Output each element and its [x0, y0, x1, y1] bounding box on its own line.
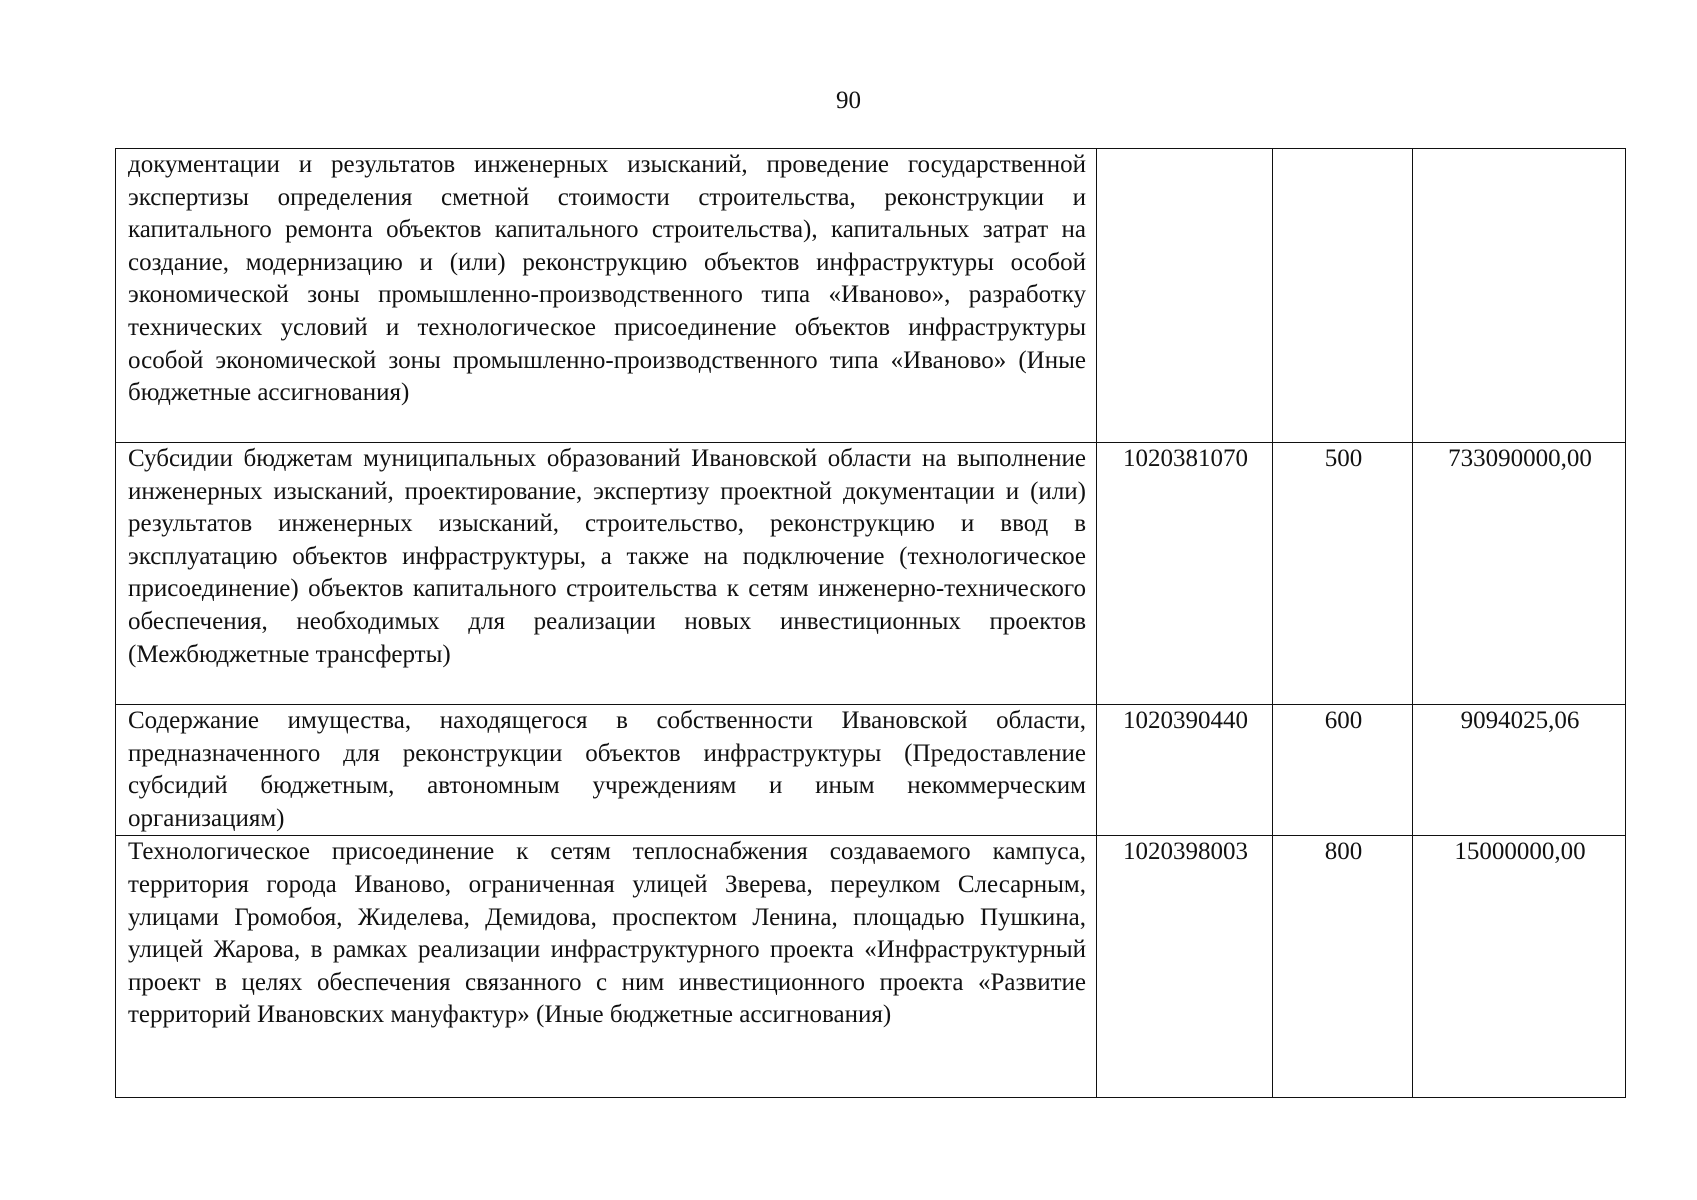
- row-amount: [1413, 149, 1626, 443]
- table-row: [116, 705, 1626, 836]
- row-expense-type: 500: [1273, 443, 1413, 705]
- row-target-code: 1020390440: [1097, 705, 1273, 836]
- table-row: [116, 836, 1626, 1098]
- row-target-code: 1020398003: [1097, 836, 1273, 1098]
- row-description: Субсидии бюджетам муниципальных образований Ивановской области на выполнение инженерных изысканий, проектирование, экспертизу проектной документации и (или) результатов инженерных изысканий, строительство, реконструкцию и ввод в эксплуатацию объектов инфраструктуры, а также на подключение (технологическое присоединение) объектов капитального строительства к сетям инженерно-технического обеспечения, необходимых для реализации новых инвестиционных проектов (Межбюджетные трансферты): [116, 443, 1097, 705]
- row-amount: 9094025,06: [1413, 705, 1626, 836]
- table-row: [116, 149, 1626, 443]
- row-expense-type: 600: [1273, 705, 1413, 836]
- row-target-code: [1097, 149, 1273, 443]
- table-row: [116, 443, 1626, 705]
- row-expense-type: 800: [1273, 836, 1413, 1098]
- row-description: Технологическое присоединение к сетям теплоснабжения создаваемого кампуса, территория города Иваново, ограниченная улицей Зверева, переулком Слесарным, улицами Громобоя, Жиделева, Демидова, проспектом Ленина, площадью Пушкина, улицей Жарова, в рамках реализации инфраструктурного проекта «Инфраструктурный проект в целях обеспечения связанного с ним инвестиционного проекта «Развитие территорий Ивановских мануфактур» (Иные бюджетные ассигнования): [116, 836, 1097, 1098]
- row-amount: 733090000,00: [1413, 443, 1626, 705]
- row-target-code: 1020381070: [1097, 443, 1273, 705]
- row-description: документации и результатов инженерных изысканий, проведение государственной экспертизы определения сметной стоимости строительства, реконструкции и капитального ремонта объектов капитального строительства), капитальных затрат на создание, модернизацию и (или) реконструкцию объектов инфраструктуры особой экономической зоны промышленно-производственного типа «Иваново», разработку технических условий и технологическое присоединение объектов инфраструктуры особой экономической зоны промышленно-производственного типа «Иваново» (Иные бюджетные ассигнования): [116, 149, 1097, 443]
- row-description: Содержание имущества, находящегося в собственности Ивановской области, предназначенного для реконструкции объектов инфраструктуры (Предоставление субсидий бюджетным, автономным учреждениям и иным некоммерческим организациям): [116, 705, 1097, 836]
- budget-table: [115, 148, 1626, 1098]
- page-number: 90: [836, 87, 861, 114]
- row-amount: 15000000,00: [1413, 836, 1626, 1098]
- row-expense-type: [1273, 149, 1413, 443]
